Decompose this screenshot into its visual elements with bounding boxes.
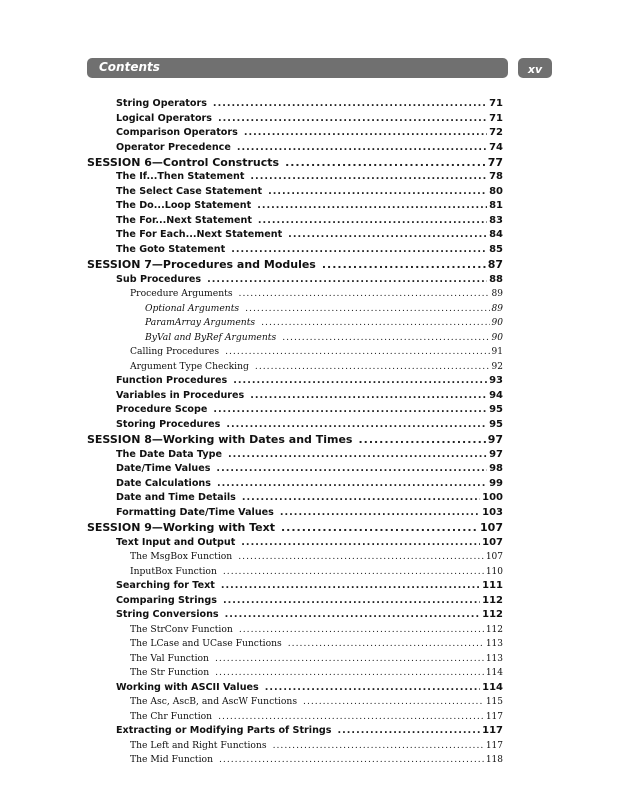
dot-leader <box>228 449 487 460</box>
dot-leader <box>268 186 487 197</box>
toc-entry-page: 107 <box>485 552 503 563</box>
toc-entry <box>87 288 503 303</box>
toc-entry-page: 97 <box>489 448 503 460</box>
toc-entry <box>87 361 503 376</box>
toc-session-entry <box>87 521 503 536</box>
toc-entry-title: The Asc, AscB, and AscW Functions <box>130 696 298 708</box>
dot-leader <box>358 433 485 446</box>
toc-entry-title: The If...Then Statement <box>116 171 245 183</box>
dot-leader <box>238 551 484 562</box>
toc-entry <box>87 346 503 361</box>
dot-leader <box>226 419 487 430</box>
toc-entry <box>87 725 503 740</box>
toc-entry-page: 117 <box>485 740 503 751</box>
toc-entry <box>87 507 503 522</box>
toc-entry-title: String Operators <box>116 98 207 109</box>
toc-entry <box>87 186 503 201</box>
toc-entry-page: 113 <box>485 639 503 650</box>
header-title: Contents <box>99 60 160 74</box>
toc-entry <box>87 171 503 186</box>
toc-entry-title: Optional Arguments <box>145 302 240 314</box>
toc-entry-title: Operator Precedence <box>116 141 231 153</box>
toc-entry <box>87 127 503 142</box>
toc-entry <box>87 537 503 552</box>
toc-entry-page: 95 <box>489 404 503 416</box>
toc-entry-title: The For Each...Next Statement <box>116 229 283 241</box>
toc-entry <box>87 595 503 610</box>
toc-entry <box>87 404 503 419</box>
dot-leader <box>215 667 484 678</box>
toc-entry-page: 72 <box>489 127 503 138</box>
toc-entry <box>87 566 503 581</box>
toc-entry-page: 114 <box>482 681 503 693</box>
dot-leader <box>280 507 480 518</box>
toc-entry-title: Searching for Text <box>116 580 215 592</box>
toc-entry-page: 94 <box>489 389 503 401</box>
dot-leader <box>225 346 489 357</box>
dot-leader <box>215 653 484 664</box>
dot-leader <box>217 478 487 489</box>
toc-entry-page: 74 <box>489 141 503 153</box>
toc-entry-title: ByVal and ByRef Arguments <box>145 331 277 343</box>
toc-entry-title: Calling Procedures <box>130 346 220 358</box>
toc-entry-title: The Val Function <box>130 652 209 664</box>
toc-entry-page: 89 <box>491 303 503 314</box>
toc-entry <box>87 740 503 755</box>
dot-leader <box>250 171 487 182</box>
dot-leader <box>322 258 486 271</box>
toc-entry-title: Date/Time Values <box>116 463 211 475</box>
toc-entry-page: 71 <box>489 112 503 124</box>
dot-leader <box>223 566 484 577</box>
toc-entry-title: Sub Procedures <box>116 273 202 285</box>
toc-entry <box>87 375 503 390</box>
dot-leader <box>258 215 487 226</box>
dot-leader <box>273 740 484 751</box>
toc-entry <box>87 419 503 434</box>
toc-entry-title: The MsgBox Function <box>130 551 233 563</box>
toc-entry-title: SESSION 7—Procedures and Modules <box>87 258 316 272</box>
page-number-tab <box>518 58 552 78</box>
toc-entry <box>87 274 503 289</box>
toc-entry-page: 71 <box>489 98 503 109</box>
toc-entry-title: Extracting or Modifying Parts of Strings <box>116 725 332 737</box>
toc-entry <box>87 624 503 639</box>
toc-entry-title: Comparing Strings <box>116 594 217 606</box>
toc-entry <box>87 215 503 230</box>
dot-leader <box>219 754 484 765</box>
toc-entry <box>87 653 503 668</box>
toc-entry-title: The Str Function <box>130 667 210 679</box>
toc-entry-page: 87 <box>487 258 503 272</box>
dot-leader <box>213 98 487 109</box>
dot-leader <box>218 711 484 722</box>
toc-entry-title: The Mid Function <box>130 754 213 766</box>
toc-entry-title: Function Procedures <box>116 375 228 387</box>
toc-entry-page: 89 <box>491 289 503 300</box>
toc-entry-page: 90 <box>491 318 503 329</box>
toc-entry <box>87 317 503 332</box>
toc-entry-title: The For...Next Statement <box>116 214 252 226</box>
toc-session-entry <box>87 258 503 273</box>
toc-entry-page: 117 <box>485 711 503 722</box>
toc-entry-page: 95 <box>489 418 503 430</box>
toc-entry <box>87 113 503 128</box>
toc-entry-page: 114 <box>485 668 503 679</box>
toc-entry <box>87 682 503 697</box>
toc-entry-page: 99 <box>489 477 503 489</box>
toc-entry-page: 93 <box>489 375 503 387</box>
toc-entry <box>87 229 503 244</box>
toc-entry <box>87 303 503 318</box>
dot-leader <box>233 375 487 386</box>
toc-entry-title: SESSION 9—Working with Text <box>87 521 275 535</box>
toc-entry-title: SESSION 6—Control Constructs <box>87 156 280 169</box>
toc-entry-page: 103 <box>482 506 503 518</box>
toc-entry-title: The Goto Statement <box>116 243 226 255</box>
dot-leader <box>288 229 487 240</box>
dot-leader <box>244 127 487 138</box>
dot-leader <box>245 303 489 314</box>
toc-entry-title: Procedure Arguments <box>130 288 233 300</box>
dot-leader <box>213 404 487 415</box>
toc-entry <box>87 580 503 595</box>
toc-session-entry <box>87 433 503 448</box>
dot-leader <box>257 200 487 211</box>
dot-leader <box>261 317 489 328</box>
toc-entry-title: SESSION 8—Working with Dates and Times <box>87 433 353 447</box>
toc-entry <box>87 696 503 711</box>
toc-entry-page: 80 <box>489 185 503 197</box>
toc-entry-page: 92 <box>491 361 503 372</box>
toc-entry-page: 100 <box>482 492 503 504</box>
toc-entry-title: Comparison Operators <box>116 127 238 138</box>
dot-leader <box>239 288 490 299</box>
toc-entry <box>87 390 503 405</box>
dot-leader <box>231 244 487 255</box>
toc-entry <box>87 244 503 259</box>
dot-leader <box>242 492 480 503</box>
dot-leader <box>285 156 486 169</box>
toc-entry <box>87 667 503 682</box>
dot-leader <box>282 332 489 343</box>
toc-entry-page: 90 <box>491 332 503 343</box>
dot-leader <box>225 609 480 620</box>
dot-leader <box>221 580 480 591</box>
dot-leader <box>265 682 480 693</box>
toc-entry-title: The LCase and UCase Functions <box>130 638 282 650</box>
toc-entry <box>87 638 503 653</box>
toc-entry-page: 110 <box>485 566 503 577</box>
dot-leader <box>241 537 480 548</box>
toc-entry-page: 85 <box>489 243 503 255</box>
toc-entry-page: 115 <box>485 697 503 708</box>
toc-entry-page: 91 <box>491 347 503 358</box>
toc-entry-page: 97 <box>487 433 503 447</box>
toc-entry <box>87 478 503 493</box>
dot-leader <box>250 390 487 401</box>
toc-entry-title: Procedure Scope <box>116 404 208 416</box>
dot-leader <box>223 595 480 606</box>
toc-entry <box>87 142 503 157</box>
toc-entry <box>87 200 503 215</box>
toc-entry-page: 117 <box>482 725 503 737</box>
dot-leader <box>255 361 490 372</box>
toc-entry <box>87 449 503 464</box>
toc-entry <box>87 332 503 347</box>
toc-entry-title: Formatting Date/Time Values <box>116 506 274 518</box>
toc-entry <box>87 711 503 726</box>
toc-entry-title: The Left and Right Functions <box>130 739 267 751</box>
toc-entry-page: 98 <box>489 463 503 475</box>
toc-entry-title: The Chr Function <box>130 710 213 722</box>
page-number: xv <box>527 63 543 76</box>
toc-entry <box>87 754 503 769</box>
table-of-contents <box>87 98 503 769</box>
toc-entry-title: The Select Case Statement <box>116 185 263 197</box>
dot-leader <box>281 521 478 534</box>
toc-entry-title: The StrConv Function <box>130 623 233 635</box>
dot-leader <box>216 463 487 474</box>
toc-entry <box>87 609 503 624</box>
toc-entry <box>87 551 503 566</box>
toc-entry-title: ParamArray Arguments <box>145 317 256 329</box>
toc-entry-title: Text Input and Output <box>116 536 236 548</box>
toc-entry-title: String Conversions <box>116 609 219 621</box>
toc-entry-page: 107 <box>480 521 503 535</box>
dot-leader <box>338 725 481 736</box>
toc-entry-page: 107 <box>482 536 503 548</box>
toc-entry-title: Working with ASCII Values <box>116 681 259 693</box>
toc-entry-page: 113 <box>485 653 503 664</box>
dot-leader <box>218 113 487 124</box>
toc-entry-title: The Date Data Type <box>116 448 222 460</box>
toc-entry <box>87 492 503 507</box>
toc-entry-title: Date Calculations <box>116 477 211 489</box>
toc-entry-page: 112 <box>482 609 503 621</box>
toc-entry-page: 88 <box>489 273 503 285</box>
running-header <box>87 58 508 78</box>
toc-entry <box>87 463 503 478</box>
dot-leader <box>239 624 484 635</box>
toc-entry-title: Logical Operators <box>116 112 213 124</box>
toc-entry-page: 81 <box>489 200 503 212</box>
toc-entry-title: Storing Procedures <box>116 418 221 430</box>
dot-leader <box>288 638 484 649</box>
toc-entry-page: 112 <box>485 624 503 635</box>
toc-entry-page: 118 <box>485 755 503 766</box>
toc-entry-title: Variables in Procedures <box>116 389 245 401</box>
toc-entry-title: InputBox Function <box>130 565 217 577</box>
dot-leader <box>207 274 487 285</box>
toc-entry-page: 84 <box>489 229 503 241</box>
dot-leader <box>237 142 487 153</box>
toc-session-entry <box>87 156 503 171</box>
toc-entry-page: 83 <box>489 214 503 226</box>
toc-entry-title: Argument Type Checking <box>130 360 249 372</box>
toc-entry-title: Date and Time Details <box>116 492 236 504</box>
toc-entry-page: 112 <box>482 594 503 606</box>
toc-entry-page: 78 <box>489 171 503 183</box>
toc-entry-page: 77 <box>487 156 503 169</box>
toc-entry-page: 111 <box>482 580 503 592</box>
toc-entry-title: The Do...Loop Statement <box>116 200 252 212</box>
dot-leader <box>303 696 484 707</box>
toc-entry <box>87 98 503 113</box>
